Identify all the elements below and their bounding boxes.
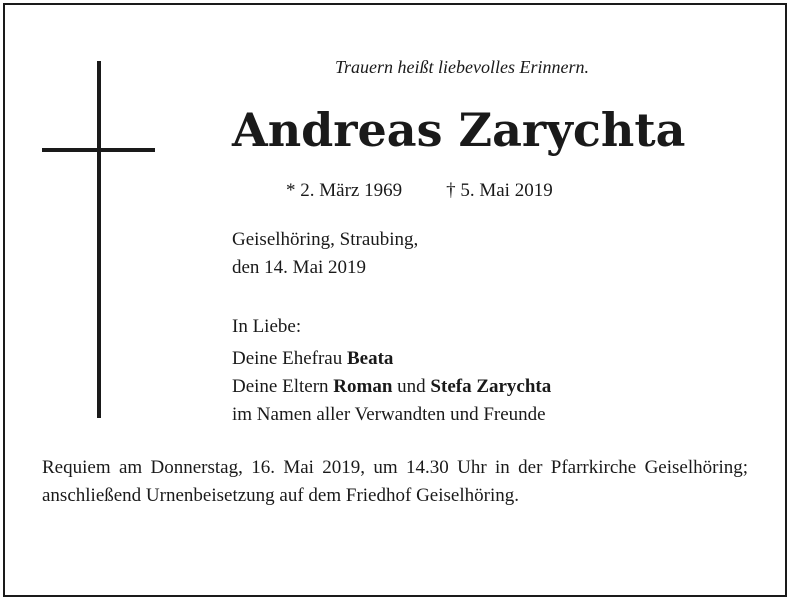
parents-prefix: Deine Eltern xyxy=(232,376,334,397)
birth-date: * 2. März 1969 xyxy=(286,180,403,201)
mother-name: Stefa Zarychta xyxy=(430,376,552,397)
requiem-text: Requiem am Donnerstag, 16. Mai 2019, um 14.30 Uhr in der Pfarrkirche Geiselhöring; anschließend Urnenbeisetzung auf dem Friedhof Geiselhöring. xyxy=(42,457,748,506)
place-date xyxy=(232,226,418,282)
deceased-name: Andreas Zarychta xyxy=(232,103,686,157)
date-line: den 14. Mai 2019 xyxy=(232,257,367,278)
wife-prefix: Deine Ehefrau xyxy=(232,348,347,369)
parents-line xyxy=(232,373,551,401)
life-dates xyxy=(286,180,553,202)
motto: Trauern heißt liebevolles Erinnern. xyxy=(335,57,589,77)
father-name: Roman xyxy=(333,376,393,397)
wife-line xyxy=(232,345,551,373)
parents-and: und xyxy=(392,376,431,397)
cross-vertical-bar xyxy=(97,61,101,418)
death-date: † 5. Mai 2019 xyxy=(446,180,553,201)
place-line: Geiselhöring, Straubing, xyxy=(232,229,419,250)
wife-name: Beata xyxy=(347,348,394,369)
mourners xyxy=(232,313,551,429)
cross-horizontal-bar xyxy=(42,148,155,152)
relatives-line: im Namen aller Verwandten und Freunde xyxy=(232,404,546,425)
in-love-label: In Liebe: xyxy=(232,316,302,337)
